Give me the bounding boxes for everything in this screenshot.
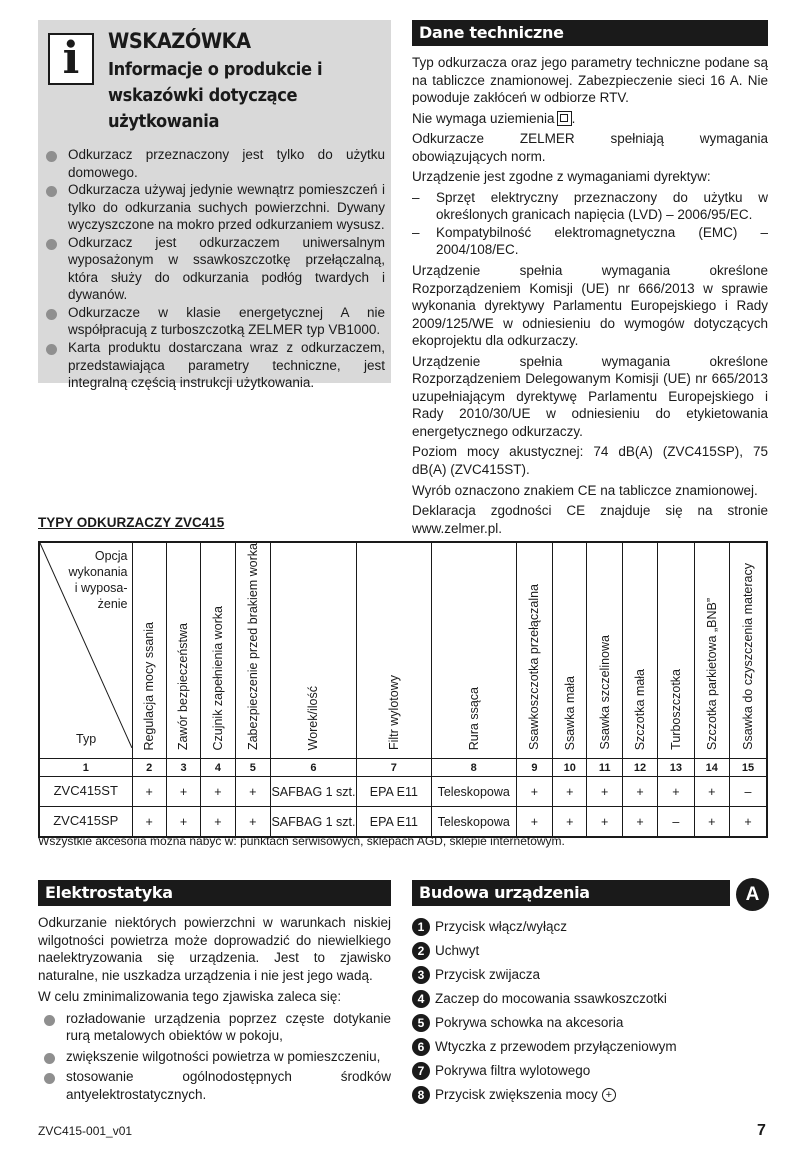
table-cell: + (553, 777, 587, 807)
corner-option-label (68, 548, 127, 612)
column-number: 6 (271, 759, 357, 777)
column-number: 14 (694, 759, 729, 777)
column-header: Ssawka mała (553, 542, 587, 759)
page-number: 7 (757, 1122, 766, 1139)
part-number: 1 (412, 918, 430, 936)
column-number: 15 (729, 759, 767, 777)
table-cell: + (587, 807, 622, 838)
table-cell: + (658, 777, 694, 807)
corner-option-line: wykonania (68, 565, 128, 579)
part-item (412, 963, 768, 987)
part-label: Przycisk zwijacza (435, 967, 541, 982)
part-item (412, 1059, 768, 1083)
part-item (412, 939, 768, 963)
corner-type-label: Typ (76, 732, 97, 747)
directive-item: – Sprzęt elektryczny przeznaczony do użytku w określonych granicach napięcia (LVD) – 2006/95/EC. (412, 189, 768, 224)
column-header: Czujnik zapełnienia worka (201, 542, 235, 759)
column-header: Zawór bezpieczeństwa (166, 542, 200, 759)
column-number: 4 (201, 759, 235, 777)
part-number: 4 (412, 990, 430, 1008)
model-cell: ZVC415SP (39, 807, 132, 838)
electrostatics-item: zwiększenie wilgotności powietrza w pomieszczeniu, (38, 1048, 391, 1066)
column-header: Filtr wylotowy (356, 542, 431, 759)
column-header: Zabezpieczenie przed brakiem worka (235, 542, 270, 759)
column-number: 3 (166, 759, 200, 777)
tech-paragraph: Odkurzacze ZELMER spełniają wymagania obowiązujących norm. (412, 131, 768, 164)
electrostatics-paragraph: W celu zminimalizowania tego zjawiska zaleca się: (38, 989, 342, 1005)
table-cell: + (622, 777, 657, 807)
table-cell: + (201, 777, 235, 807)
tech-paragraph: Deklaracja zgodności CE znajduje się na stronie www.zelmer.pl. (412, 503, 768, 536)
part-label: Przycisk zwiększenia mocy (435, 1087, 598, 1102)
table-cell: + (166, 777, 200, 807)
document-code: ZVC415-001_v01 (38, 1124, 133, 1138)
directive-item: – Kompatybilność elektromagnetyczna (EMC) – 2004/108/EC. (412, 224, 768, 259)
column-header: Turboszczotka (658, 542, 694, 759)
part-number: 8 (412, 1086, 430, 1104)
table-cell: Teleskopowa (431, 807, 516, 838)
table-cell: + (132, 777, 166, 807)
tech-heading: Dane techniczne (412, 20, 768, 46)
electrostatics-item: rozładowanie urządzenia poprzez częste dotykanie rurą metalowych obiektów w pokoju, (38, 1010, 391, 1045)
electrostatics-section (38, 880, 391, 1106)
column-header: Ssawka do czyszczenia materacy (729, 542, 767, 759)
column-header: Szczotka parkietowa „BNB” (694, 542, 729, 759)
column-header: Ssawkoszczotka przełączalna (516, 542, 552, 759)
hint-title: WSKAZÓWKA (108, 29, 251, 53)
tech-paragraph: Urządzenie spełnia wymagania określone Rozporządzeniem Komisji (UE) nr 666/2013 w sprawie wykonania dyrektywy Parlamentu Europejskiego i Rady 2009/125/WE w odniesieniu do wymogów dotyczących ekoprojektu dla odkurzaczy. (412, 263, 768, 349)
part-number: 7 (412, 1062, 430, 1080)
part-label: Wtyczka z przewodem przyłączeniowym (435, 1039, 677, 1054)
column-header: Szczotka mała (622, 542, 657, 759)
hint-item: Odkurzacz przeznaczony jest tylko do użytku domowego. (40, 146, 385, 181)
column-number: 5 (235, 759, 270, 777)
electrostatics-heading: Elektrostatyka (38, 880, 391, 906)
tech-grounding: Nie wymaga uziemienia . (412, 110, 576, 126)
table-number-row (39, 759, 767, 777)
table-cell: + (553, 807, 587, 838)
part-item (412, 987, 768, 1011)
part-label: Przycisk włącz/wyłącz (435, 919, 568, 934)
column-header: Regulacja mocy ssania (132, 542, 166, 759)
table-cell: + (235, 777, 270, 807)
part-item (412, 915, 768, 939)
part-number: 2 (412, 942, 430, 960)
table-row (39, 807, 767, 838)
table-cell: + (694, 807, 729, 838)
table-cell: + (622, 807, 657, 838)
table-note: Wszystkie akcesoria można nabyć w: punktach serwisowych, sklepach AGD, sklepie internetowym. (38, 834, 565, 848)
part-label: Pokrywa filtra wylotowego (435, 1063, 591, 1078)
part-item (412, 1083, 768, 1107)
power-plus-icon: + (602, 1088, 616, 1102)
table-cell: + (694, 777, 729, 807)
part-label: Zaczep do mocowania ssawkoszczotki (435, 991, 667, 1006)
column-number: 13 (658, 759, 694, 777)
table-cell: EPA E11 (356, 807, 431, 838)
part-number: 6 (412, 1038, 430, 1056)
corner-option-line: i wyposa- (74, 581, 128, 595)
part-number: 5 (412, 1014, 430, 1032)
tech-grounding-text: Nie wymaga uziemienia (412, 110, 555, 126)
table-cell: + (201, 807, 235, 838)
column-header: Rura ssąca (431, 542, 516, 759)
tech-paragraph: Urządzenie jest zgodne z wymaganiami dyrektyw: (412, 169, 711, 185)
column-header: Worek/ilość (271, 542, 357, 759)
hint-subtitle: Informacje o produkcie i wskazówki dotyczące użytkowania (108, 60, 323, 132)
hint-item: Odkurzacz jest odkurzaczem uniwersalnym wyposażonym w ssawkoszczotkę przełączalną, która służy do odkurzania podłóg twardych i dywanów. (40, 234, 385, 304)
table-header-row (39, 542, 767, 759)
table-cell: + (729, 807, 767, 838)
tech-paragraph: Urządzenie spełnia wymagania określone Rozporządzeniem Delegowanym Komisji (UE) nr 665/2013 uzupełniającym dyrektywę Parlamentu Europejskiego i Rady 2010/30/UE w odniesieniu do etykietowania energetycznego odkurzaczy. (412, 353, 768, 439)
model-cell: ZVC415ST (39, 777, 132, 807)
directive-list (412, 189, 768, 259)
column-number: 7 (356, 759, 431, 777)
electrostatics-list (38, 1010, 391, 1104)
column-number: 8 (431, 759, 516, 777)
corner-option-line: żenie (97, 597, 128, 611)
part-label: Pokrywa schowka na akcesoria (435, 1015, 624, 1030)
construction-section (412, 880, 768, 1107)
corner-option-line: Opcja (94, 549, 128, 563)
electrostatics-paragraph: Odkurzanie niektórych powierzchni w warunkach niskiej wilgotności powietrza może doprowadzić do niewielkiego naelektryzowania się urządzenia. Jest to zjawisko naturalne, nie uszkadza urządzenia i nie jest jego wadą. (38, 915, 391, 983)
part-number: 3 (412, 966, 430, 984)
hint-item: Karta produktu dostarczana wraz z odkurzaczem, przedstawiająca parametry techniczne, jest integralną częścią instrukcji użytkowania. (40, 339, 385, 392)
column-number: 9 (516, 759, 552, 777)
tech-paragraph: Poziom mocy akustycznej: 74 dB(A) (ZVC415SP), 75 dB(A) (ZVC415ST). (412, 444, 768, 478)
table-cell: + (587, 777, 622, 807)
tech-section (412, 20, 768, 540)
table-corner-cell (39, 542, 132, 759)
table-cell: + (516, 777, 552, 807)
hint-box (38, 20, 391, 391)
part-label: Uchwyt (435, 943, 480, 958)
column-number: 1 (39, 759, 132, 777)
table-cell: Teleskopowa (431, 777, 516, 807)
column-number: 11 (587, 759, 622, 777)
table-cell: + (132, 807, 166, 838)
table-cell: EPA E11 (356, 777, 431, 807)
hint-item: Odkurzacze w klasie energetycznej A nie współpracują z turboszczotką ZELMER typ VB1000. (40, 304, 385, 339)
table-cell: SAFBAG 1 szt. (271, 777, 357, 807)
double-insulation-icon (557, 111, 572, 126)
part-item (412, 1011, 768, 1035)
tech-paragraph: Wyrób oznaczono znakiem CE na tabliczce znamionowej. (412, 482, 758, 498)
table-cell: + (516, 807, 552, 838)
table-title: TYPY ODKURZACZY ZVC415 (38, 515, 225, 530)
parts-list (412, 906, 768, 1107)
hint-list (40, 146, 385, 392)
hint-item: Odkurzacza używaj jedynie wewnątrz pomieszczeń i tylko do odkurzania suchych powierzchni. Dywany wyczyszczone na mokro przed odkurzaniem wysusz. (40, 181, 385, 234)
electrostatics-item: stosowanie ogólnodostępnych środków antyelektrostatycznych. (38, 1068, 391, 1103)
table-cell: + (166, 807, 200, 838)
column-number: 2 (132, 759, 166, 777)
tech-paragraph: Typ odkurzacza oraz jego parametry techniczne podane są na tabliczce znamionowej. Zabezpieczenie sieci 16 A. Nie powoduje zakłóceń w odbiorze RTV. (412, 55, 768, 106)
table-cell: – (729, 777, 767, 807)
column-number: 12 (622, 759, 657, 777)
table-cell: SAFBAG 1 szt. (271, 807, 357, 838)
table-cell: + (235, 807, 270, 838)
types-table (38, 541, 768, 838)
table-row (39, 777, 767, 807)
info-icon: i (48, 33, 94, 85)
construction-heading: Budowa urządzenia (412, 880, 730, 906)
table-cell: – (658, 807, 694, 838)
part-item (412, 1035, 768, 1059)
column-header: Ssawka szczelinowa (587, 542, 622, 759)
column-number: 10 (553, 759, 587, 777)
figure-badge: A (736, 878, 769, 911)
